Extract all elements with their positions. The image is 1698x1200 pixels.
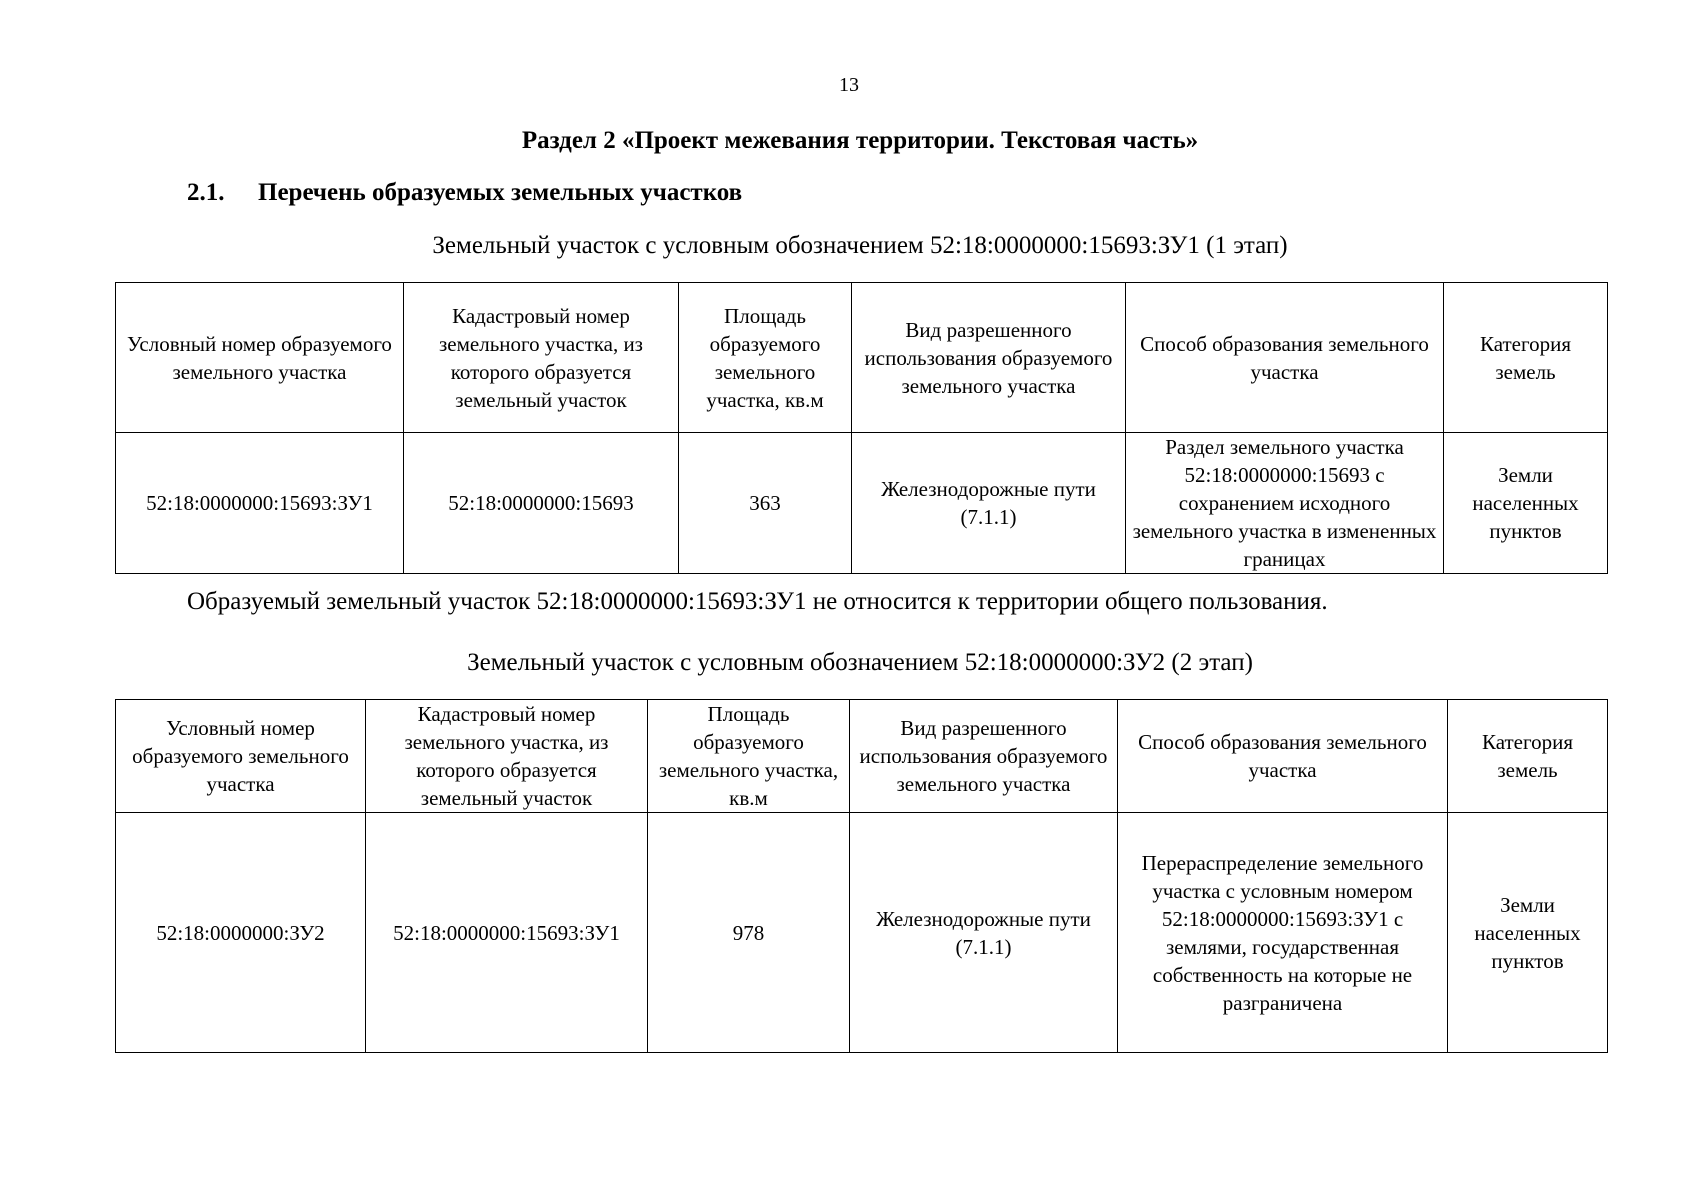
cell-cadastral-number: 52:18:0000000:15693:ЗУ1	[366, 813, 648, 1053]
table-row	[116, 813, 1608, 1053]
table-row	[116, 433, 1608, 574]
header-conditional-number: Условный номер образуемого земельного участка	[116, 283, 404, 433]
cell-land-category: Земли населенных пунктов	[1448, 813, 1608, 1053]
header-cadastral-number: Кадастровый номер земельного участка, из которого образуется земельный участок	[404, 283, 679, 433]
plot2-caption: Земельный участок с условным обозначением 52:18:0000000:ЗУ2 (2 этап)	[467, 649, 1253, 676]
cell-land-category: Земли населенных пунктов	[1444, 433, 1608, 574]
plot1-table	[115, 282, 1608, 574]
table-header-row	[116, 283, 1608, 433]
cell-area: 978	[648, 813, 850, 1053]
header-land-category: Категория земель	[1448, 700, 1608, 813]
table-header-row	[116, 700, 1608, 813]
cell-formation-method: Перераспределение земельного участка с условным номером 52:18:0000000:15693:ЗУ1 с землями, государственная собственность на которые не разграничена	[1118, 813, 1448, 1053]
header-formation-method: Способ образования земельного участка	[1118, 700, 1448, 813]
header-permitted-use: Вид разрешенного использования образуемого земельного участка	[850, 700, 1118, 813]
header-area: Площадь образуемого земельного участка, кв.м	[648, 700, 850, 813]
cell-permitted-use: Железнодорожные пути (7.1.1)	[852, 433, 1126, 574]
cell-formation-method: Раздел земельного участка 52:18:0000000:15693 с сохранением исходного земельного участка в измененных границах	[1126, 433, 1444, 574]
page-number: 13	[839, 74, 859, 96]
subsection-title: Перечень образуемых земельных участков	[258, 179, 743, 206]
subsection-number: 2.1.	[187, 179, 225, 206]
cell-area: 363	[679, 433, 852, 574]
header-area: Площадь образуемого земельного участка, кв.м	[679, 283, 852, 433]
cell-conditional-number: 52:18:0000000:ЗУ2	[116, 813, 366, 1053]
header-land-category: Категория земель	[1444, 283, 1608, 433]
section-title: Раздел 2 «Проект межевания территории. Текстовая часть»	[521, 127, 1199, 154]
cell-cadastral-number: 52:18:0000000:15693	[404, 433, 679, 574]
plot1-caption: Земельный участок с условным обозначением 52:18:0000000:15693:ЗУ1 (1 этап)	[432, 232, 1288, 259]
cell-conditional-number: 52:18:0000000:15693:ЗУ1	[116, 433, 404, 574]
header-cadastral-number: Кадастровый номер земельного участка, из которого образуется земельный участок	[366, 700, 648, 813]
cell-permitted-use: Железнодорожные пути (7.1.1)	[850, 813, 1118, 1053]
subsection-heading	[187, 178, 742, 208]
header-permitted-use: Вид разрешенного использования образуемого земельного участка	[852, 283, 1126, 433]
header-formation-method: Способ образования земельного участка	[1126, 283, 1444, 433]
plot2-table	[115, 699, 1608, 1053]
plot1-note: Образуемый земельный участок 52:18:0000000:15693:ЗУ1 не относится к территории общего пользования.	[187, 588, 1328, 615]
header-conditional-number: Условный номер образуемого земельного участка	[116, 700, 366, 813]
